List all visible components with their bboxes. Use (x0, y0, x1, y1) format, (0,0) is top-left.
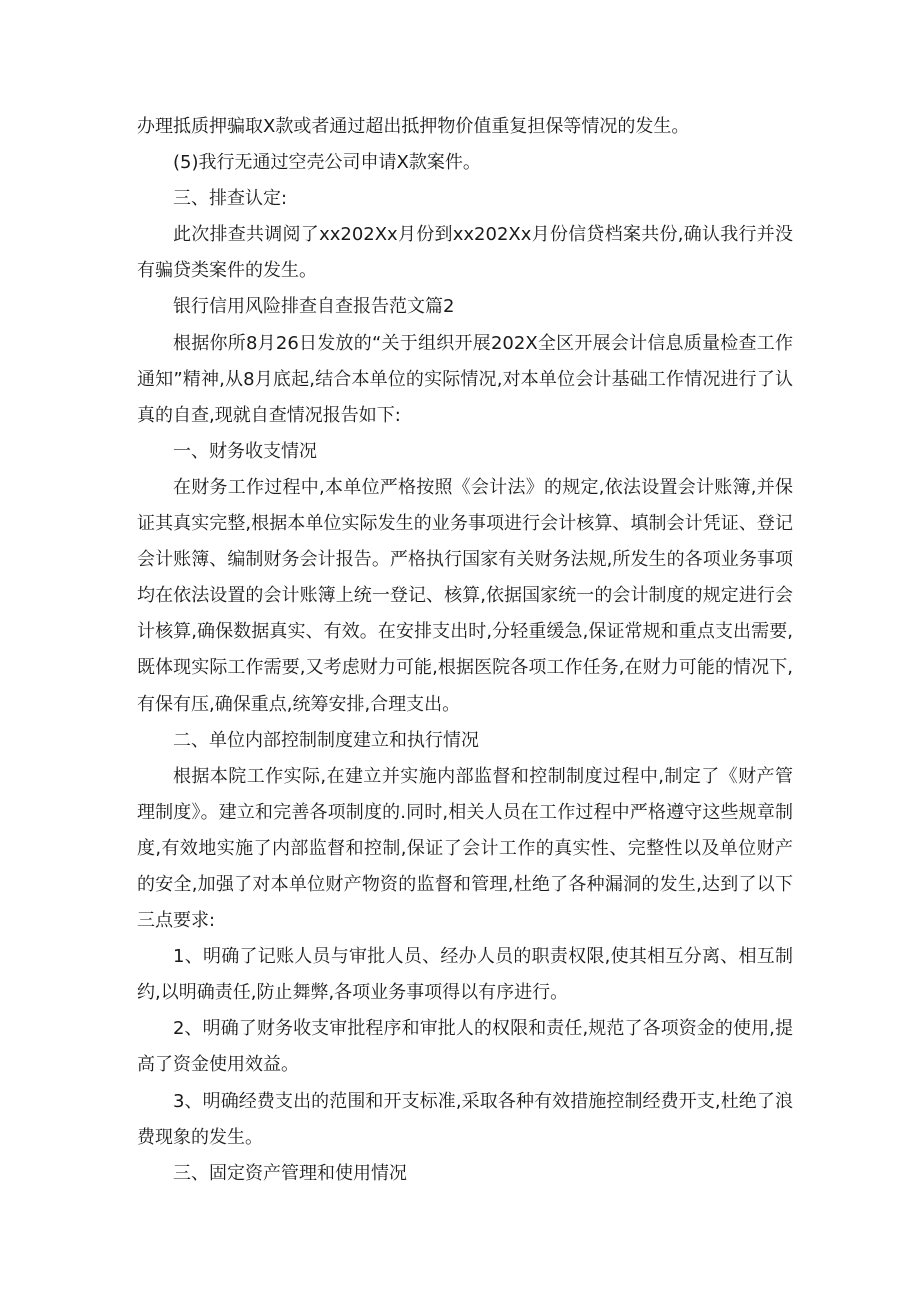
paragraph-2: (5)我行无通过空壳公司申请X款案件。 (173, 152, 481, 174)
list-item-2: 2、明确了财务收支审批程序和审批人的权限和责任,规范了各项资金的使用,提高了资金使用效益。 (137, 1018, 793, 1076)
section-heading-fixed-assets: 三、固定资产管理和使用情况 (173, 1162, 407, 1184)
section-heading-review-conclusion: 三、排查认定: (173, 188, 288, 210)
section-heading-finance: 一、财务收支情况 (173, 440, 317, 462)
list-item-1: 1、明确了记账人员与审批人员、经办人员的职责权限,使其相互分离、相互制约,以明确责任,防止舞弊,各项业务事项得以有序进行。 (137, 946, 793, 1004)
document-subtitle: 银行信用风险排查自查报告范文篇2 (173, 296, 455, 318)
list-item-3: 3、明确经费支出的范围和开支标准,采取各种有效措施控制经费开支,杜绝了浪费现象的发生。 (137, 1090, 793, 1148)
document-body (137, 109, 793, 1192)
paragraph-10: 根据本院工作实际,在建立并实施内部监督和控制制度过程中,制定了《财产管理制度》。建立和完善各项制度的.同时,相关人员在工作过程中严格遵守这些规章制度,有效地实施了内部监督和控制,保证了会计工作的真实性、完整性以及单位财产的安全,加强了对本单位财产物资的监督和管理,杜绝了各种漏洞的发生,达到了以下三点要求: (137, 765, 793, 932)
section-heading-internal-control: 二、单位内部控制制度建立和执行情况 (173, 729, 479, 751)
paragraph-8: 在财务工作过程中,本单位严格按照《会计法》的规定,依法设置会计账簿,并保证其真实完整,根据本单位实际发生的业务事项进行会计核算、填制会计凭证、登记会计账簿、编制财务会计报告。严格执行国家有关财务法规,所发生的各项业务事项均在依法设置的会计账簿上统一登记、核算,依据国家统一的会计制度的规定进行会计核算,确保数据真实、有效。在安排支出时,分轻重缓急,保证常规和重点支出需要,既体现实际工作需要,又考虑财力可能,根据医院各项工作任务,在财力可能的情况下,有保有压,确保重点,统筹安排,合理支出。 (137, 476, 793, 715)
paragraph-6: 根据你所8月26日发放的“关于组织开展202X全区开展会计信息质量检查工作通知”精神,从8月底起,结合本单位的实际情况,对本单位会计基础工作情况进行了认真的自查,现就自查情况报告如下: (137, 332, 793, 426)
paragraph-4: 此次排查共调阅了xx202Xx月份到xx202Xx月份信贷档案共份,确认我行并没有骗贷类案件的发生。 (137, 224, 793, 282)
paragraph-1: 办理抵质押骗取X款或者通过超出抵押物价值重复担保等情况的发生。 (137, 116, 690, 137)
